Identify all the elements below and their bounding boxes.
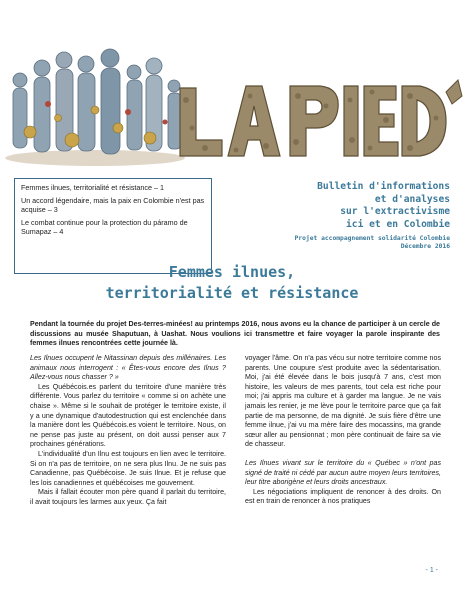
article-column-right: [245, 354, 441, 507]
paragraph: Les Québécois.es parlent du territoire d'une manière très différente. Vous parlez du territoire « comme si on achète une chaise ». Même si le souhait de protéger le territoire existe, il y a une dynamique d'autodestruction qui est enclenchée dans la manière dont les Québécois.es voient le territoire. Nous, on ne pense pas juste au présent, on doit aussi penser aux 7 prochaines générations.: [30, 382, 226, 449]
bulletin-line: Bulletin d'informations: [317, 181, 450, 192]
issue-date: Décembre 2016: [400, 243, 450, 251]
article-title: [0, 262, 464, 304]
paragraph: Mais il fallait écouter mon père quand il parlait du territoire, il avait toujours les larmes aux yeux. Ça fait: [30, 488, 226, 506]
bulletin-description: [214, 181, 450, 252]
article-column-left: [30, 354, 226, 508]
article-title-line: territorialité et résistance: [105, 284, 359, 302]
paragraph: Les négociations impliquent de renoncer à des droits. On est en train de renoncer à nos pratiques: [245, 487, 441, 506]
toc-item[interactable]: Un accord légendaire, mais la paix en Colombie n'est pas acquise – 3: [21, 196, 205, 214]
figures-drawing: [13, 49, 181, 154]
table-of-contents: [14, 178, 212, 274]
masthead-illustration: [0, 0, 464, 172]
toc-item[interactable]: Le combat continue pour la protection du páramo de Sumapaz – 4: [21, 218, 188, 236]
bulletin-line: sur l'extractivisme: [340, 206, 450, 217]
paragraph: Les Ilnues occupent le Nitassinan depuis des millénaires. Les animaux nous interrogent : « Êtes-vous encore des Ilnus ? Allez-vous nous chasser ? »: [30, 354, 226, 382]
project-name: Projet accompagnement solidarité Colombie: [294, 235, 450, 242]
logo-stone-lettering: [180, 80, 462, 156]
page-number: - 1 -: [425, 567, 438, 574]
article-title-line: Femmes ilnues,: [168, 263, 296, 281]
paragraph: Les Ilnues vivant sur le territoire du « Québec » n'ont pas signé de traité ni cédé par aucun autre moyen leurs territoires, leur titre aborigène et leurs droits ancestraux.: [245, 458, 441, 487]
paragraph: voyager l'âme. On n'a pas vécu sur notre territoire comme nos parents. Une coupure s'est produite avec la sédentarisation. Moi, j'ai été élevée dans le bois jusqu'à 7 ans, c'est mon histoire, les valeurs de mes parents, tout cela est riche pour moi; j'ai appris ma culture et à garder ma langue. Je ne vais jamais les renier, je me lève pour le territoire parce que ça fait partie de ma personne, de ma dignité. Je suis fière d'être une femme ilnue, j'ai vu ma mère faire des mocassins, ma grande sœur aller au pensionnat ; mon père continuait de faire sa vie de chasseur.: [245, 354, 441, 449]
masthead: [0, 0, 464, 172]
toc-item[interactable]: Femmes ilnues, territorialité et résistance – 1: [21, 183, 165, 192]
paragraph: L'individualité d'un Ilnu est toujours en lien avec le territoire. Si on n'a pas de territoire, on ne sera plus Ilnu. Je ne suis pas Canadienne, pas Québécoise. Je suis Ilnue. Et je refuse que les lois canadiennes et québécoises me gouvernent.: [30, 449, 226, 487]
article-lead: Pendant la tournée du projet Des-terres-minées! au printemps 2016, nous avons eu la chance de participer à un cercle de discussions au musée Shaputuan, à Uashat. Nous voulions ici transmettre et faire voyager la parole inspirante des femmes ilnues rencontrées cette journée là.: [30, 320, 440, 348]
bulletin-line: et d'analyses: [374, 193, 450, 205]
bulletin-line: ici et en Colombie: [346, 218, 450, 230]
